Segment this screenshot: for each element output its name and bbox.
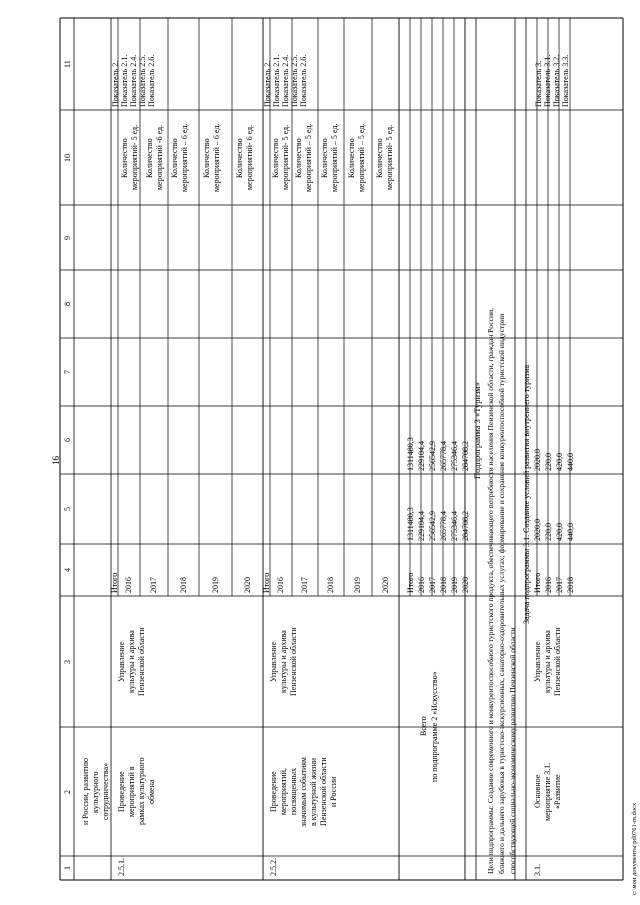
row-2-5-2-year: 2019 [353,577,362,593]
row-2-5-2-name-line: значимым событиям [299,756,308,827]
row-3-1-col5: 420,0 [555,523,564,541]
row-2-5-1-name-line: рамках культурного [137,757,146,825]
column-number-5: 5 [63,507,72,511]
row-2-5-1-year: 2019 [210,577,220,593]
total-col6: 256542,9 [428,441,437,471]
total-label-line: Всего [419,716,428,736]
row-2-5-2-number: 2.5.2. [269,858,278,876]
row-3-1-year: 2016 [544,577,553,593]
row-3-1-year: Итого [533,572,542,593]
column-number-9: 9 [63,235,72,240]
row-2-5-name-line: и России, развитию [81,758,90,825]
row-2-5-2-indicator-ref: Показатель 2.6. [299,54,308,107]
total-col5: 229104,4 [417,511,426,541]
row-2-5-2-year: 2017 [300,577,309,593]
row-3-1-col5: 440,0 [566,523,575,541]
row-2-5-1-indicator-ref: Показатель 2. [111,60,120,107]
row-2-5-1-indicator-text: мероприятий – 6 ед. [212,123,221,192]
task-3-1: Задача подпрограммы 3.1. Создание условий развития внутреннего туризма [522,364,531,624]
row-2-5-1-indicator-ref: Показатель 2.6. [147,54,156,107]
total-label-line: по подпрограмме 2 «Искусство» [430,670,439,782]
row-3-1-executor-line: Управление [533,641,542,682]
total-col6: 229104,4 [417,441,426,471]
total-col6: 284708,2 [461,441,470,471]
row-3-1-col5: 2020,0 [533,519,542,541]
row-2-5-2-executor-line: Управление [269,641,278,682]
row-3-1-col6: 440,0 [566,453,575,471]
row-3-1-col6: 220,0 [544,453,553,471]
total-year: 2020 [461,577,470,593]
total-col5: 256542,9 [428,511,437,541]
row-2-5-1-year: 2016 [124,577,133,593]
row-2-5-2-executor-line: Пензенской области [289,627,298,696]
row-2-5-2-indicator-text: Количество [375,137,384,178]
total-col5: 1311480,3 [406,507,415,541]
row-2-5-1-indicator-text: мероприятий – 6 ед. [180,123,189,192]
row-3-1-indicator-ref: Показатель 3.3. [561,54,570,107]
row-2-5-name-line: культурного [91,770,100,813]
row-2-5-1-year: 2020 [242,577,252,593]
row-2-5-1-name-line: мероприятий в [127,766,136,817]
column-number-6: 6 [63,438,72,442]
column-number-11: 11 [63,60,72,68]
total-col6: 265778,4 [439,441,448,471]
row-3-1-indicator-ref: Показатель 3. [534,60,543,107]
subprogram-3-title: Подпрограмма 3 «Туризм» [472,381,482,479]
row-2-5-2-indicator-text: мероприятий – 5 ед. [357,123,366,192]
row-2-5-1-indicator-text: мероприятий- 5 ед. [130,124,139,190]
row-2-5-1-name-line: обмена [147,779,156,804]
row-3-1-col6: 420,0 [555,453,564,471]
row-2-5-2-indicator-text: мероприятий- 5 ед. [385,124,394,190]
total-year: Итого [406,572,415,593]
row-2-5-2-indicator-text: мероприятий – 5 ед. [304,123,313,192]
total-year: 2019 [450,577,459,593]
row-2-5-2-name-line: Проведение [269,771,278,812]
row-2-5-1-indicator-ref: Показатель 2.1. [120,54,129,107]
total-col5: 265778,4 [439,511,448,541]
row-2-5-2-indicator-text: мероприятий- 5 ед. [281,124,290,190]
row-3-1-name-line: Основное [533,774,542,808]
row-2-5-2-indicator-text: Количество [271,137,280,178]
column-number-7: 7 [63,370,72,374]
row-2-5-2-year: Итого [261,572,271,593]
goals-line: Цели подпрограммы: Создание современного и конкурентоспособного туристского продукта, обеспечивающего потребности населения Пензенской области, граждан России, [486,308,495,874]
row-2-5-2-indicator-ref: Показатель 2.4. [281,54,290,107]
row-2-5-2-name-line: мероприятий, [279,768,288,815]
row-3-1-indicator-ref: Показатель 3.1. [543,54,552,107]
row-2-5-1-year: 2017 [149,577,158,593]
column-number-1: 1 [63,866,72,870]
row-2-5-2-year: 2020 [380,577,390,593]
row-3-1-number: 3.1. [533,864,542,876]
row-2-5-1-indicator-text: Количество [202,137,211,178]
row-3-1-indicator-ref: Показатель 3.2. [552,54,561,107]
row-2-5-1-indicator-text: Количество [235,137,244,178]
row-3-1-executor-line: культуры и архива [543,630,552,693]
total-year: 2018 [439,577,448,593]
goals-line: способствующей социально-экономическому развитию Пензенской области [508,627,517,874]
column-number-3: 3 [63,659,72,664]
row-3-1-col6: 2020,0 [533,449,542,471]
row-2-5-2-name-line: в культурной жизни [309,757,318,826]
row-2-5-2-indicator-text: мероприятий – 5 ед. [330,123,339,192]
goals-line: ближнего и дальнего зарубежья в туристско-экскурсионных, санаторно-оздоровительных услугах; формирование и сохранение конкурентоспособной туристской индустрии [497,313,506,874]
total-col5: 275346,4 [450,511,459,541]
row-2-5-1-name-line: Проведение [117,771,126,812]
row-3-1-year: 2017 [555,577,564,593]
row-3-1-col5: 220,0 [544,523,553,541]
row-2-5-1-indicator-text: Количество [170,137,179,178]
row-3-1-name-line: мероприятие 3.1. [543,762,552,821]
row-2-5-1-executor-line: Управление [117,641,126,682]
row-2-5-1-executor-line: культуры и архива [127,630,136,693]
row-2-5-2-indicator-text: Количество [294,137,303,178]
row-2-5-2-name-line: и России [329,776,338,807]
row-2-5-2-year: 2016 [276,577,285,593]
column-number-10: 10 [63,153,72,162]
column-number-2: 2 [63,789,72,794]
row-2-5-1-indicator-text: Количество [145,137,154,178]
row-2-5-2-indicator-ref: Показатель 2.5. [290,54,299,107]
row-3-1-executor-line: Пензенской области [553,627,562,696]
footer-path: c:\мои документы\pd0761-m.docx [631,802,638,895]
row-2-5-2-indicator-ref: Показатель 2.1. [272,54,281,107]
row-2-5-2-name-line: Пензенской области [319,757,328,826]
column-number-8: 8 [63,302,72,306]
row-2-5-2-indicator-text: Количество [320,137,329,178]
row-2-5-1-indicator-text: Количество [120,137,129,178]
row-2-5-2-executor-line: культуры и архива [279,630,288,693]
page-number: 16 [51,455,61,465]
row-2-5-1-indicator-ref: Показатель 2.4. [129,54,138,107]
row-2-5-1-executor-line: Пензенской области [137,627,146,696]
row-2-5-1-year: 2018 [178,577,188,593]
row-2-5-2-indicator-ref: Показатель 2. [263,60,272,107]
row-3-1-name-line: «Развитие [553,774,562,809]
row-2-5-name-line: сотрудничества» [101,762,110,820]
row-2-5-1-indicator-ref: Показатель 2.5. [138,54,147,107]
total-col6: 275346,4 [450,441,459,471]
row-2-5-2-name-line: посвященных [289,767,298,815]
row-2-5-1-indicator-text: мероприятий -6 ед. [155,124,164,190]
row-2-5-1-indicator-text: мероприятий- 6 ед. [245,124,254,190]
total-col6: 1311480,3 [406,437,415,471]
row-2-5-2-year: 2018 [326,577,335,593]
row-2-5-1-number: 2.5.1. [117,858,126,876]
total-col5: 284708,2 [461,511,470,541]
total-year: 2017 [428,577,437,593]
row-3-1-year: 2018 [566,577,575,593]
row-2-5-1-year: Итого [109,572,119,593]
total-year: 2016 [417,577,426,593]
row-2-5-2-indicator-text: Количество [347,137,356,178]
column-number-4: 4 [63,568,72,572]
